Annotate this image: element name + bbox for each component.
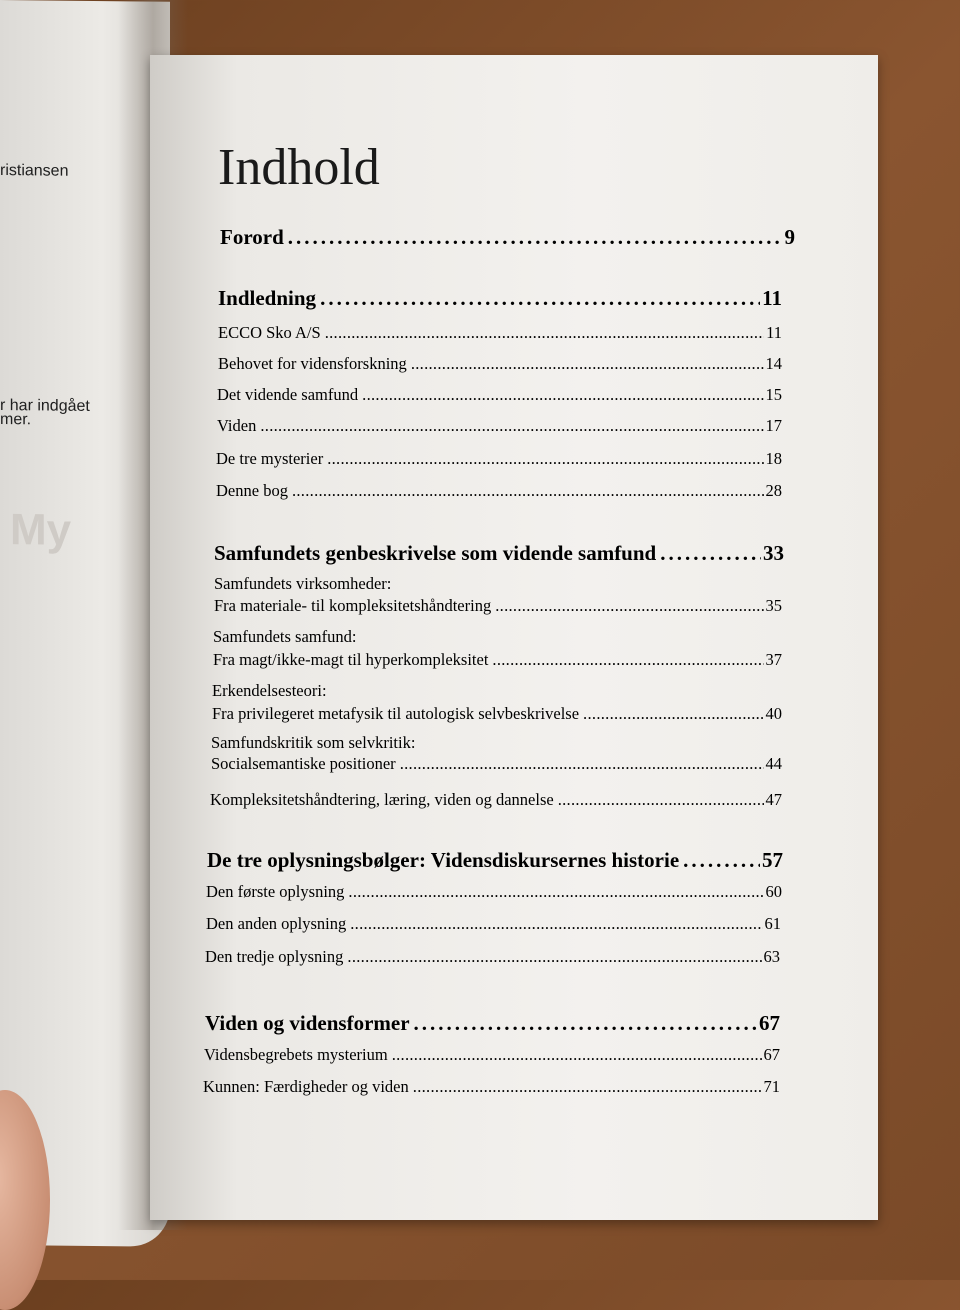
toc-section-label: Den første oplysning <box>206 882 345 901</box>
toc-section-label: Fra privilegeret metafysik til autologisk selvbeskrivelse <box>212 704 580 723</box>
toc-title: Indhold <box>218 139 380 196</box>
toc-leader <box>350 914 762 934</box>
toc-section-subtitle: Samfundets virksomheder: <box>214 574 392 593</box>
toc-section <box>216 481 782 501</box>
toc-section <box>206 882 782 902</box>
toc-section-label: Den tredje oplysning <box>205 947 344 966</box>
toc-section <box>213 650 782 670</box>
toc-leader <box>347 947 761 967</box>
toc-section-subtitle: Samfundets samfund: <box>213 627 357 646</box>
toc-section <box>218 323 782 343</box>
toc-page-number: 67 <box>759 1011 780 1035</box>
toc-leader <box>414 1011 757 1036</box>
toc-page-number: 9 <box>784 225 795 249</box>
toc-leader <box>260 416 763 436</box>
toc-leader <box>325 323 764 343</box>
toc-page-number: 28 <box>765 481 782 500</box>
toc-section <box>214 596 782 616</box>
toc-chapter <box>205 1011 780 1036</box>
toc-section <box>205 947 780 967</box>
toc-page-number: 60 <box>765 882 782 901</box>
toc-page-number: 63 <box>763 947 780 966</box>
toc-page-number: 71 <box>763 1077 780 1096</box>
toc-section <box>217 416 782 436</box>
toc-leader <box>558 790 764 810</box>
toc-section-label: Viden <box>217 416 257 435</box>
toc-page-number: 37 <box>765 650 782 669</box>
toc-chapter-label: Samfundets genbeskrivelse som vidende samfund <box>214 541 657 565</box>
toc-section-label: Socialsemantiske positioner <box>211 754 396 773</box>
toc-page-number: 33 <box>763 541 784 565</box>
toc-page-number: 11 <box>762 286 782 310</box>
toc-section-label: Den anden oplysning <box>206 914 347 933</box>
toc-leader <box>683 848 760 873</box>
toc-section-label: Fra magt/ikke-magt til hyperkompleksitet <box>213 650 489 669</box>
toc-section-label: Fra materiale- til kompleksitetshåndtering <box>214 596 492 615</box>
toc-page-number: 17 <box>765 416 782 435</box>
toc-chapter <box>218 286 782 311</box>
toc-section-subtitle: Erkendelsesteori: <box>212 681 327 700</box>
toc-section-label: Det vidende samfund <box>217 385 359 404</box>
toc-page-number: 61 <box>764 914 781 933</box>
toc-page-number: 44 <box>765 754 782 773</box>
toc-page-number: 47 <box>765 790 782 809</box>
toc-chapter-label: Viden og vidensformer <box>205 1011 410 1035</box>
toc-page-number: 11 <box>766 323 782 342</box>
toc-leader <box>288 225 783 250</box>
toc-section <box>204 1045 780 1065</box>
toc-leader <box>392 1045 762 1065</box>
toc-section-label: Kunnen: Færdigheder og viden <box>203 1077 409 1096</box>
toc-chapter-label: De tre oplysningsbølger: Vidensdiskursernes historie <box>207 848 680 872</box>
toc-leader <box>348 882 763 902</box>
toc-chapter <box>207 848 783 873</box>
toc-leader <box>411 354 764 374</box>
toc-leader <box>413 1077 762 1097</box>
toc-chapter <box>214 541 784 566</box>
toc-section <box>212 704 782 724</box>
toc-section-label: Vidensbegrebets mysterium <box>204 1045 388 1064</box>
toc-page-number: 35 <box>765 596 782 615</box>
toc-chapter-label: Indledning <box>218 286 317 310</box>
toc-page-number: 67 <box>763 1045 780 1064</box>
toc-leader <box>362 385 763 405</box>
toc-leader <box>495 596 763 616</box>
toc-leader <box>400 754 764 774</box>
toc-page-number: 40 <box>765 704 782 723</box>
toc-section-label: Denne bog <box>216 481 288 500</box>
toc-page-number: 14 <box>765 354 782 373</box>
toc-section-label: Kompleksitetshåndtering, læring, viden og dannelse <box>210 790 554 809</box>
toc-chapter-label: Forord <box>220 225 284 249</box>
toc-section <box>211 754 782 774</box>
toc-page-number: 15 <box>765 385 782 404</box>
toc-section <box>206 914 781 934</box>
toc-section <box>203 1077 780 1097</box>
toc-section-label: De tre mysterier <box>216 449 324 468</box>
show-through-text: My <box>10 505 72 555</box>
toc-section <box>218 354 782 374</box>
toc-section-label: Behovet for vidensforskning <box>218 354 407 373</box>
toc-chapter <box>220 225 795 250</box>
toc-section <box>210 790 782 810</box>
toc-section <box>216 449 782 469</box>
toc-page-number: 18 <box>765 449 782 468</box>
toc-page-number: 57 <box>762 848 783 872</box>
toc-leader <box>292 481 764 501</box>
toc-section-subtitle: Samfundskritik som selvkritik: <box>211 733 416 752</box>
toc-leader <box>320 286 760 311</box>
toc-section <box>217 385 782 405</box>
toc-leader <box>583 704 763 724</box>
left-text-fragment: ristiansen <box>0 162 69 180</box>
toc-leader <box>327 449 763 469</box>
left-text-fragment: r har indgået <box>0 397 90 415</box>
toc-leader <box>660 541 761 566</box>
toc-leader <box>492 650 763 670</box>
left-text-fragment: mer. <box>0 411 32 429</box>
toc-section-label: ECCO Sko A/S <box>218 323 321 342</box>
